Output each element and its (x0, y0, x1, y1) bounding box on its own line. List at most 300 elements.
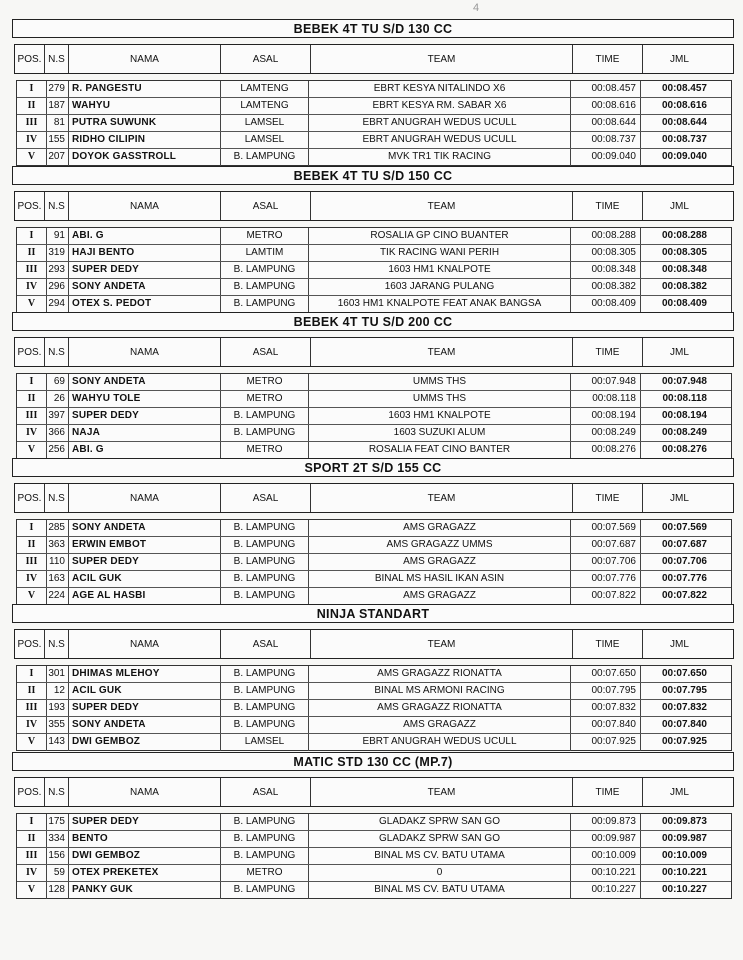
cell-team: BINAL MS CV. BATU UTAMA (309, 848, 571, 864)
class-title: MATIC STD 130 CC (MP.7) (12, 752, 734, 771)
cell-team: UMMS THS (309, 374, 571, 390)
column-header-team: TEAM (311, 192, 573, 220)
cell-team: GLADAKZ SPRW SAN GO (309, 814, 571, 830)
results-table (16, 519, 732, 605)
column-header-ns: N.S (45, 484, 69, 512)
cell-asal: B. LAMPUNG (221, 554, 309, 570)
cell-jml: 00:09.040 (661, 151, 707, 162)
cell-jml: 00:07.776 (661, 573, 707, 584)
cell-jml: 00:08.457 (661, 83, 707, 94)
table-row (17, 228, 731, 245)
cell-team: ROSALIA GP CINO BUANTER (309, 228, 571, 244)
cell-time: 00:08.348 (571, 262, 641, 278)
column-header-pos: POS. (15, 778, 45, 806)
column-header-pos: POS. (15, 484, 45, 512)
cell-asal: LAMTIM (221, 245, 309, 261)
column-header-ns: N.S (45, 192, 69, 220)
cell-nama: PANKY GUK (69, 882, 221, 899)
cell-ns: 26 (47, 391, 69, 407)
cell-jml: 00:08.249 (661, 427, 707, 438)
cell-ns: 355 (47, 717, 69, 733)
cell-nama: ACIL GUK (69, 571, 221, 587)
column-header-pos: POS. (15, 338, 45, 366)
table-row (17, 717, 731, 734)
cell-pos: III (17, 262, 47, 278)
cell-jml: 00:07.925 (661, 736, 707, 747)
cell-team: GLADAKZ SPRW SAN GO (309, 831, 571, 847)
cell-jml: 00:07.795 (661, 685, 707, 696)
cell-team: MVK TR1 TIK RACING (309, 149, 571, 166)
table-row (17, 865, 731, 882)
cell-nama: DWI GEMBOZ (69, 848, 221, 864)
table-row (17, 149, 731, 166)
cell-jml: 00:08.194 (661, 410, 707, 421)
cell-nama: DWI GEMBOZ (69, 734, 221, 751)
column-header-time: TIME (573, 484, 643, 512)
column-header-nama: NAMA (69, 338, 221, 366)
cell-ns: 224 (47, 588, 69, 605)
cell-nama: ERWIN EMBOT (69, 537, 221, 553)
column-header-row (14, 44, 734, 74)
cell-ns: 59 (47, 865, 69, 881)
table-row (17, 132, 731, 149)
cell-asal: B. LAMPUNG (221, 425, 309, 441)
cell-team: 1603 SUZUKI ALUM (309, 425, 571, 441)
cell-asal: LAMTENG (221, 81, 309, 97)
cell-jml: 00:08.276 (661, 444, 707, 455)
cell-jml: 00:07.840 (661, 719, 707, 730)
column-header-time: TIME (573, 45, 643, 73)
results-table (16, 227, 732, 313)
cell-asal: B. LAMPUNG (221, 296, 309, 313)
cell-ns: 279 (47, 81, 69, 97)
column-header-nama: NAMA (69, 45, 221, 73)
cell-pos: III (17, 408, 47, 424)
cell-asal: B. LAMPUNG (221, 683, 309, 699)
column-header-jml: JML (670, 638, 689, 650)
table-row (17, 831, 731, 848)
cell-asal: METRO (221, 228, 309, 244)
cell-jml: 00:08.118 (662, 393, 707, 404)
cell-time: 00:07.840 (571, 717, 641, 733)
cell-time: 00:07.832 (571, 700, 641, 716)
cell-pos: IV (17, 571, 47, 587)
cell-jml: 00:07.650 (661, 668, 707, 679)
cell-time: 00:07.948 (571, 374, 641, 390)
cell-jml: 00:09.873 (661, 816, 707, 827)
cell-time: 00:08.118 (571, 391, 641, 407)
cell-ns: 175 (47, 814, 69, 830)
cell-pos: II (17, 391, 47, 407)
cell-pos: III (17, 848, 47, 864)
cell-time: 00:08.457 (571, 81, 641, 97)
cell-nama: DHIMAS MLEHOY (69, 666, 221, 682)
cell-pos: III (17, 554, 47, 570)
column-header-time: TIME (573, 778, 643, 806)
cell-ns: 207 (47, 149, 69, 166)
table-row (17, 374, 731, 391)
page-mark: 4 (473, 2, 480, 14)
column-header-team: TEAM (311, 484, 573, 512)
column-header-row (14, 337, 734, 367)
column-header-nama: NAMA (69, 778, 221, 806)
cell-jml: 00:07.822 (661, 590, 707, 601)
cell-pos: II (17, 831, 47, 847)
cell-pos: I (17, 814, 47, 830)
cell-jml: 00:08.644 (661, 117, 707, 128)
cell-ns: 301 (47, 666, 69, 682)
table-row (17, 262, 731, 279)
class-title: SPORT 2T S/D 155 CC (12, 458, 734, 477)
table-row (17, 442, 731, 459)
cell-nama: SUPER DEDY (69, 262, 221, 278)
cell-nama: SUPER DEDY (69, 814, 221, 830)
cell-time: 00:07.687 (571, 537, 641, 553)
column-header-ns: N.S (45, 338, 69, 366)
cell-team: AMS GRAGAZZ RIONATTA (309, 700, 571, 716)
cell-asal: B. LAMPUNG (221, 408, 309, 424)
cell-asal: B. LAMPUNG (221, 717, 309, 733)
cell-pos: II (17, 98, 47, 114)
cell-nama: SUPER DEDY (69, 700, 221, 716)
cell-team: EBRT ANUGRAH WEDUS UCULL (309, 132, 571, 148)
cell-asal: B. LAMPUNG (221, 537, 309, 553)
cell-pos: I (17, 81, 47, 97)
column-header-asal: ASAL (221, 630, 311, 658)
results-table (16, 665, 732, 751)
cell-pos: I (17, 666, 47, 682)
cell-ns: 296 (47, 279, 69, 295)
cell-asal: B. LAMPUNG (221, 831, 309, 847)
cell-time: 00:07.925 (571, 734, 641, 751)
cell-nama: DOYOK GASSTROLL (69, 149, 221, 166)
results-table (16, 373, 732, 459)
cell-pos: IV (17, 132, 47, 148)
cell-asal: B. LAMPUNG (221, 279, 309, 295)
table-row (17, 571, 731, 588)
cell-time: 00:07.569 (571, 520, 641, 536)
cell-pos: I (17, 520, 47, 536)
table-row (17, 588, 731, 605)
cell-nama: HAJI BENTO (69, 245, 221, 261)
cell-nama: NAJA (69, 425, 221, 441)
cell-nama: SONY ANDETA (69, 374, 221, 390)
cell-nama: OTEX S. PEDOT (69, 296, 221, 313)
cell-time: 00:07.776 (571, 571, 641, 587)
table-row (17, 700, 731, 717)
column-header-ns: N.S (45, 778, 69, 806)
cell-team: AMS GRAGAZZ (309, 717, 571, 733)
cell-pos: V (17, 734, 47, 751)
column-header-asal: ASAL (221, 484, 311, 512)
cell-ns: 294 (47, 296, 69, 313)
results-table (16, 80, 732, 166)
cell-ns: 256 (47, 442, 69, 459)
cell-pos: I (17, 374, 47, 390)
cell-pos: III (17, 115, 47, 131)
cell-asal: METRO (221, 865, 309, 881)
cell-nama: ABI. G (69, 442, 221, 459)
cell-time: 00:08.305 (571, 245, 641, 261)
cell-jml: 00:10.009 (661, 850, 707, 861)
cell-team: EBRT ANUGRAH WEDUS UCULL (309, 734, 571, 751)
cell-jml: 00:09.987 (661, 833, 707, 844)
cell-time: 00:08.644 (571, 115, 641, 131)
cell-ns: 334 (47, 831, 69, 847)
column-header-asal: ASAL (221, 778, 311, 806)
cell-pos: V (17, 442, 47, 459)
column-header-jml: JML (670, 492, 689, 504)
class-title: BEBEK 4T TU S/D 150 CC (12, 166, 734, 185)
column-header-pos: POS. (15, 45, 45, 73)
cell-pos: II (17, 245, 47, 261)
cell-time: 00:08.249 (571, 425, 641, 441)
column-header-jml: JML (670, 346, 689, 358)
cell-time: 00:07.650 (571, 666, 641, 682)
cell-team: BINAL MS ARMONI RACING (309, 683, 571, 699)
cell-pos: V (17, 588, 47, 605)
cell-jml: 00:08.409 (661, 298, 707, 309)
cell-pos: IV (17, 717, 47, 733)
column-header-asal: ASAL (221, 338, 311, 366)
cell-asal: LAMSEL (221, 132, 309, 148)
cell-ns: 319 (47, 245, 69, 261)
cell-asal: LAMTENG (221, 98, 309, 114)
cell-ns: 163 (47, 571, 69, 587)
cell-asal: B. LAMPUNG (221, 700, 309, 716)
column-header-time: TIME (573, 192, 643, 220)
cell-asal: METRO (221, 374, 309, 390)
cell-pos: III (17, 700, 47, 716)
cell-ns: 366 (47, 425, 69, 441)
column-header-asal: ASAL (221, 45, 311, 73)
cell-team: 1603 HM1 KNALPOTE (309, 262, 571, 278)
cell-jml: 00:08.305 (661, 247, 707, 258)
column-header-nama: NAMA (69, 192, 221, 220)
cell-asal: B. LAMPUNG (221, 882, 309, 899)
cell-ns: 363 (47, 537, 69, 553)
cell-nama: RIDHO CILIPIN (69, 132, 221, 148)
cell-jml: 00:07.687 (661, 539, 707, 550)
column-header-jml: JML (670, 53, 689, 65)
cell-asal: B. LAMPUNG (221, 666, 309, 682)
cell-team: EBRT KESYA RM. SABAR X6 (309, 98, 571, 114)
column-header-pos: POS. (15, 192, 45, 220)
cell-ns: 91 (47, 228, 69, 244)
cell-asal: METRO (221, 442, 309, 459)
cell-time: 00:07.706 (571, 554, 641, 570)
column-header-ns: N.S (45, 45, 69, 73)
cell-pos: I (17, 228, 47, 244)
cell-nama: SONY ANDETA (69, 520, 221, 536)
table-row (17, 734, 731, 751)
cell-ns: 128 (47, 882, 69, 899)
cell-jml: 00:07.706 (661, 556, 707, 567)
column-header-nama: NAMA (69, 630, 221, 658)
column-header-row (14, 191, 734, 221)
table-row (17, 425, 731, 442)
cell-team: EBRT ANUGRAH WEDUS UCULL (309, 115, 571, 131)
cell-nama: AGE AL HASBI (69, 588, 221, 605)
table-row (17, 115, 731, 132)
column-header-team: TEAM (311, 630, 573, 658)
cell-jml: 00:07.832 (661, 702, 707, 713)
cell-team: UMMS THS (309, 391, 571, 407)
cell-ns: 81 (47, 115, 69, 131)
table-row (17, 296, 731, 313)
cell-team: AMS GRAGAZZ (309, 554, 571, 570)
cell-time: 00:08.409 (571, 296, 641, 313)
cell-pos: IV (17, 865, 47, 881)
cell-asal: LAMSEL (221, 115, 309, 131)
cell-time: 00:08.382 (571, 279, 641, 295)
results-table (16, 813, 732, 899)
cell-asal: B. LAMPUNG (221, 520, 309, 536)
cell-time: 00:07.795 (571, 683, 641, 699)
cell-asal: B. LAMPUNG (221, 262, 309, 278)
cell-time: 00:09.040 (571, 149, 641, 166)
column-header-time: TIME (573, 338, 643, 366)
table-row (17, 98, 731, 115)
table-row (17, 391, 731, 408)
table-row (17, 848, 731, 865)
column-header-pos: POS. (15, 630, 45, 658)
cell-pos: II (17, 683, 47, 699)
cell-nama: WAHYU TOLE (69, 391, 221, 407)
cell-jml: 00:07.948 (661, 376, 707, 387)
table-row (17, 245, 731, 262)
cell-team: AMS GRAGAZZ (309, 588, 571, 605)
cell-ns: 285 (47, 520, 69, 536)
column-header-row (14, 777, 734, 807)
cell-asal: B. LAMPUNG (221, 848, 309, 864)
cell-time: 00:08.616 (571, 98, 641, 114)
cell-ns: 155 (47, 132, 69, 148)
cell-jml: 00:08.348 (661, 264, 707, 275)
table-row (17, 520, 731, 537)
cell-time: 00:08.276 (571, 442, 641, 459)
cell-jml: 00:08.288 (661, 230, 707, 241)
cell-team: 1603 HM1 KNALPOTE FEAT ANAK BANGSA (309, 296, 571, 313)
column-header-jml: JML (670, 200, 689, 212)
cell-ns: 293 (47, 262, 69, 278)
column-header-team: TEAM (311, 338, 573, 366)
column-header-ns: N.S (45, 630, 69, 658)
cell-ns: 143 (47, 734, 69, 751)
table-row (17, 666, 731, 683)
table-row (17, 683, 731, 700)
cell-time: 00:09.873 (571, 814, 641, 830)
cell-nama: OTEX PREKETEX (69, 865, 221, 881)
cell-team: ROSALIA FEAT CINO BANTER (309, 442, 571, 459)
column-header-nama: NAMA (69, 484, 221, 512)
table-row (17, 81, 731, 98)
cell-pos: IV (17, 425, 47, 441)
column-header-jml: JML (670, 786, 689, 798)
cell-nama: SONY ANDETA (69, 279, 221, 295)
cell-asal: B. LAMPUNG (221, 814, 309, 830)
cell-time: 00:08.288 (571, 228, 641, 244)
cell-pos: V (17, 296, 47, 313)
cell-nama: PUTRA SUWUNK (69, 115, 221, 131)
cell-nama: ABI. G (69, 228, 221, 244)
cell-nama: R. PANGESTU (69, 81, 221, 97)
table-row (17, 554, 731, 571)
table-row (17, 408, 731, 425)
cell-jml: 00:10.221 (661, 867, 707, 878)
cell-asal: B. LAMPUNG (221, 149, 309, 166)
cell-nama: SUPER DEDY (69, 408, 221, 424)
cell-time: 00:10.227 (571, 882, 641, 899)
cell-ns: 397 (47, 408, 69, 424)
cell-team: BINAL MS HASIL IKAN ASIN (309, 571, 571, 587)
cell-ns: 69 (47, 374, 69, 390)
cell-asal: LAMSEL (221, 734, 309, 751)
cell-jml: 00:08.737 (661, 134, 707, 145)
cell-jml: 00:10.227 (661, 884, 707, 895)
column-header-row (14, 629, 734, 659)
cell-ns: 12 (47, 683, 69, 699)
cell-team: 0 (309, 865, 571, 881)
cell-asal: METRO (221, 391, 309, 407)
cell-time: 00:10.009 (571, 848, 641, 864)
table-row (17, 279, 731, 296)
table-row (17, 882, 731, 899)
cell-jml: 00:08.382 (661, 281, 707, 292)
cell-pos: V (17, 149, 47, 166)
class-title: BEBEK 4T TU S/D 130 CC (12, 19, 734, 38)
column-header-team: TEAM (311, 45, 573, 73)
cell-ns: 193 (47, 700, 69, 716)
column-header-time: TIME (573, 630, 643, 658)
cell-asal: B. LAMPUNG (221, 588, 309, 605)
cell-team: TIK RACING WANI PERIH (309, 245, 571, 261)
cell-team: 1603 JARANG PULANG (309, 279, 571, 295)
cell-nama: SUPER DEDY (69, 554, 221, 570)
cell-nama: SONY ANDETA (69, 717, 221, 733)
class-title: BEBEK 4T TU S/D 200 CC (12, 312, 734, 331)
cell-time: 00:07.822 (571, 588, 641, 605)
cell-team: AMS GRAGAZZ (309, 520, 571, 536)
cell-pos: IV (17, 279, 47, 295)
cell-pos: II (17, 537, 47, 553)
cell-nama: WAHYU (69, 98, 221, 114)
cell-time: 00:08.737 (571, 132, 641, 148)
cell-team: 1603 HM1 KNALPOTE (309, 408, 571, 424)
class-title: NINJA STANDART (12, 604, 734, 623)
cell-team: AMS GRAGAZZ RIONATTA (309, 666, 571, 682)
cell-team: BINAL MS CV. BATU UTAMA (309, 882, 571, 899)
cell-team: EBRT KESYA NITALINDO X6 (309, 81, 571, 97)
cell-nama: ACIL GUK (69, 683, 221, 699)
cell-pos: V (17, 882, 47, 899)
cell-time: 00:10.221 (571, 865, 641, 881)
cell-time: 00:09.987 (571, 831, 641, 847)
cell-ns: 156 (47, 848, 69, 864)
column-header-asal: ASAL (221, 192, 311, 220)
column-header-row (14, 483, 734, 513)
cell-team: AMS GRAGAZZ UMMS (309, 537, 571, 553)
cell-jml: 00:08.616 (661, 100, 707, 111)
column-header-team: TEAM (311, 778, 573, 806)
table-row (17, 537, 731, 554)
cell-time: 00:08.194 (571, 408, 641, 424)
cell-asal: B. LAMPUNG (221, 571, 309, 587)
cell-jml: 00:07.569 (661, 522, 707, 533)
cell-ns: 110 (47, 554, 69, 570)
cell-ns: 187 (47, 98, 69, 114)
cell-nama: BENTO (69, 831, 221, 847)
